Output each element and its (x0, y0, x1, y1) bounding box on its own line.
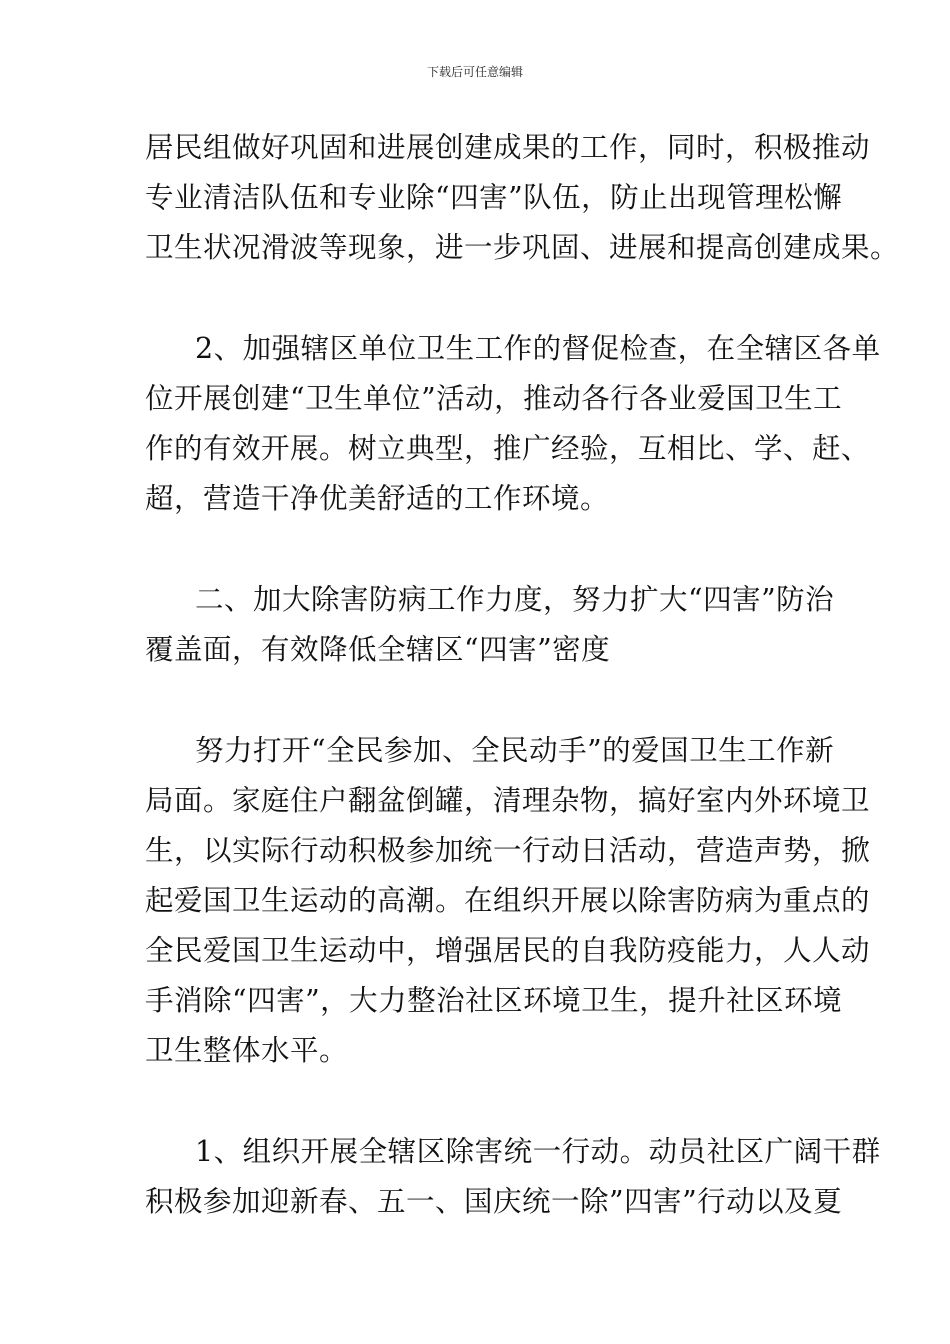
paragraph-line: 作的有效开展。树立典型，推广经验，互相比、学、赶、 (145, 432, 871, 465)
section-heading-line: 二、加大除害防病工作力度，努力扩大“四害”防治 (195, 583, 835, 616)
paragraph-line: 积极参加迎新春、五一、国庆统一除”四害”行动以及夏 (145, 1185, 843, 1218)
paragraph-line: 努力打开“全民参加、全民动手”的爱国卫生工作新 (195, 734, 835, 767)
paragraph-line: 起爱国卫生运动的高潮。在组织开展以除害防病为重点的 (145, 884, 871, 917)
paragraph-line: 位开展创建“卫生单位”活动，推动各行各业爱国卫生工 (145, 382, 843, 415)
paragraph-line: 全民爱国卫生运动中，增强居民的自我防疫能力，人人动 (145, 934, 871, 967)
paragraph-line: 局面。家庭住户翻盆倒罐，清理杂物，搞好室内外环境卫 (145, 784, 871, 817)
section-heading-line: 覆盖面，有效降低全辖区“四害”密度 (145, 633, 611, 666)
paragraph-line: 手消除“四害”，大力整治社区环境卫生，提升社区环境 (145, 984, 843, 1017)
paragraph-line: 居民组做好巩固和进展创建成果的工作，同时，积极推动 (145, 131, 871, 164)
paragraph-line: 超，营造干净优美舒适的工作环境。 (145, 482, 610, 515)
paragraph-line: 2、加强辖区单位卫生工作的督促检查，在全辖区各单 (195, 332, 881, 365)
page-header: 下载后可任意编辑 (426, 65, 523, 79)
paragraph-line: 卫生整体水平。 (145, 1034, 349, 1067)
paragraph-line: 1、组织开展全辖区除害统一行动。动员社区广阔干群 (195, 1135, 881, 1168)
paragraph-line: 专业清洁队伍和专业除“四害”队伍，防止出现管理松懈 (145, 181, 843, 214)
paragraph-line: 生，以实际行动积极参加统一行动日活动，营造声势，掀 (145, 834, 871, 867)
paragraph-line: 卫生状况滑波等现象，进一步巩固、进展和提高创建成果。 (145, 231, 900, 264)
